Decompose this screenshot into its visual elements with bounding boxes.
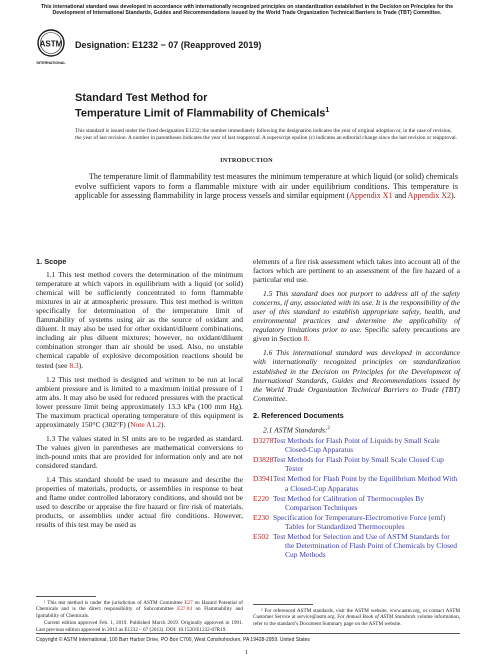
- svg-text:INTERNATIONAL: INTERNATIONAL: [36, 61, 66, 65]
- para-1-5: [253, 289, 460, 343]
- para-1-2-text: 1.2 This test method is designed and written to be run at local ambient pressure and is limited to a maximum initial pressure of 1 atm abs. It may also be used for reduced pressures with the practical lower pressure limit being approximately 13.3 kPa (100 mm Hg). The maximum practical operating temperature of this equipment is approximately 150°C (302°F) (: [36, 374, 243, 429]
- fn1-c: on Flammability and Ignitability of Chemicals.: [36, 606, 243, 619]
- copyright-footer: Copyright © ASTM International, 100 Barr Harbor Drive, PO Box C700, West Conshohocken, PA 19428-2959. United States: [36, 637, 310, 643]
- reference-title[interactable]: Test Methods for Flash Point of Liquids by Small Scale Closed-Cup Apparatus: [273, 436, 440, 455]
- para-1-3: 1.3 The values stated in SI units are to be regarded as standard. The values given in parentheses are mathematical conversions to inch-pound units that are provided for information only and are not considered standard.: [36, 433, 243, 470]
- link-e27[interactable]: E27: [184, 600, 193, 606]
- fn1-b: on Hazard Potential of Chemicals and is the direct responsibility of Subcommittee: [36, 600, 243, 613]
- fn2-italic: Annual Book of ASTM Standards: [346, 614, 416, 621]
- astm-standards-label: [253, 424, 460, 435]
- reference-item[interactable]: [253, 474, 460, 492]
- link-note-a1-2[interactable]: Note A1.2: [130, 419, 161, 429]
- reference-code[interactable]: E230: [253, 512, 269, 522]
- footnote-1-text: [36, 600, 243, 619]
- intro-end: ).: [451, 191, 456, 201]
- intro-and: and: [392, 191, 408, 201]
- para-1-5-tail: Specific safety precautions are given in Section: [253, 325, 460, 344]
- link-e27-04[interactable]: E27.04: [177, 606, 192, 613]
- scope-heading: 1. Scope: [36, 257, 67, 266]
- link-appendix-x1[interactable]: Appendix X1: [349, 191, 393, 201]
- para-1-4-continued: elements of a fire risk assessment which takes into account all of the factors which are pertinent to an assessment of the fire hazard of a particular end use.: [253, 257, 460, 285]
- fn2-a: ² For referenced ASTM standards, visit the ASTM website, www.astm.org, or contact ASTM Customer Service at service@astm.org. For: [253, 608, 460, 621]
- link-appendix-x2[interactable]: Appendix X2: [407, 191, 451, 201]
- title-line-1: Standard Test Method for: [75, 92, 208, 104]
- para-1-5-text: 1.5 This standard does not purport to address all of the safety concerns, if any, associated with its use. It is the responsibility of the user of this standard to establish appropriate safety, health, and environmental practices and determine the applicability of regulatory limitations prior to use.: [253, 289, 460, 335]
- footer-rule: [36, 633, 460, 634]
- introduction-heading: INTRODUCTION: [220, 157, 273, 164]
- introduction-text: [75, 172, 458, 201]
- reference-item[interactable]: [253, 455, 460, 473]
- issuance-note: This standard is issued under the fixed designation E1232; the number immediately following the designation indicates the year of original adoption or, in the case of revision, the year of last revision. A number in parentheses indicates the year of last reapproval. A superscript epsilon (ε) indicates an editorial change since the last revision or reapproval.: [75, 128, 458, 141]
- referenced-documents-heading: 2. Referenced Documents: [253, 410, 344, 420]
- left-column: [36, 257, 243, 534]
- title-footnote-marker: 1: [325, 106, 330, 114]
- para-1-6: 1.6 This international standard was developed in accordance with internationally recognized principles on standardization established in the Decision on Principles for the Development of International Standards, Guides and Recommendations issued by the World Trade Organization Technical Barriers to Trade (TBT) Committee.: [253, 348, 460, 403]
- reference-code[interactable]: D3941: [253, 474, 274, 484]
- reference-code[interactable]: E502: [253, 531, 269, 541]
- reference-title[interactable]: Test Method for Selection and Use of ASTM Standards for the Determination of Flash Point of Chemicals by Closed Cup Methods: [273, 531, 458, 559]
- para-1-1: [36, 270, 243, 370]
- link-section-8[interactable]: 8: [303, 334, 308, 344]
- document-title: [75, 92, 329, 120]
- title-line-2: [75, 105, 329, 120]
- fn1-a: ¹ This test method is under the jurisdiction of ASTM Committee: [44, 600, 185, 606]
- para-1-1-text: 1.1 This test method covers the determination of the minimum temperature at which vapors in equilibrium with a liquid (or solid) chemical will be sufficiently concentrated to form flammable mixtures in air at atmospheric pressure. This test method is written specifically for determination of the temperature limit of flammability of systems using air as the source of oxidant and diluent. It may also be used for other oxidant/diluent combinations, including air plus diluent mixtures; however, no oxidant/diluent combination stronger than air should be used. Also, no unstable chemical capable of explosive decomposition reactions should be tested (see: [36, 270, 243, 370]
- wto-notice: This international standard was developed in accordance with internationally recognized principles on standardization established in the Decision on Principles for the Development of International Standards, Guides and Recommendations issued by the World Trade Organization Technical Barriers to Trade (TBT) Committee.: [40, 4, 454, 17]
- para-1-1-end: ).: [78, 360, 84, 370]
- footnote-1-edition: Current edition approved Feb. 1, 2019. Published March 2019. Originally approved in 1991. Last previous edition approved in 2013 as E1232 – 07 (2013). DOI: 10.1520/E1232-07R19.: [36, 620, 243, 633]
- para-1-2: [36, 375, 243, 429]
- footnote-2-text: [253, 608, 460, 627]
- reference-title[interactable]: Test Method for Calibration of Thermocouples By Comparison Techniques: [273, 493, 424, 512]
- right-column: [253, 257, 460, 560]
- astm-standards-text: 2.1 ASTM Standards:: [263, 425, 328, 435]
- reference-code[interactable]: E220: [253, 493, 269, 503]
- reference-code[interactable]: D3828: [253, 455, 274, 465]
- para-1-4: 1.4 This standard should be used to measure and describe the properties of materials, products, or assemblies in response to heat and flame under controlled laboratory conditions, and should not be used to describe or appraise the fire hazard or fire risk of materials, products, or assemblies under actual fire conditions. However, results of this test may be used as: [36, 475, 243, 530]
- reference-title[interactable]: Test Methods for Flash Point by Small Scale Closed Cup Tester: [273, 455, 444, 474]
- reference-title[interactable]: Specification for Temperature-Electromotive Force (emf) Tables for Standardized Thermocouples: [273, 512, 446, 531]
- reference-item[interactable]: [253, 532, 460, 559]
- reference-title[interactable]: Test Method for Flash Point by the Equilibrium Method With a Closed-Cup Apparatus: [273, 474, 458, 493]
- footnote-2: [253, 604, 460, 628]
- astm-standards-sup: 2: [327, 425, 330, 431]
- link-section-8-3[interactable]: 8.3: [69, 360, 79, 370]
- designation: Designation: E1232 − 07 (Reapproved 2019): [75, 40, 262, 50]
- astm-logo: [36, 28, 66, 72]
- svg-text:ASTM: ASTM: [39, 39, 63, 49]
- reference-item[interactable]: [253, 436, 460, 454]
- title-line-2-text: Temperature Limit of Flammability of Chemicals: [75, 107, 326, 120]
- reference-item[interactable]: [253, 513, 460, 531]
- fn2-b: volume information, refer to the standard’s Document Summary page on the ASTM website.: [253, 614, 460, 627]
- reference-code[interactable]: D3278: [253, 436, 274, 446]
- footnote-1: [36, 596, 243, 635]
- footnote-rule: [253, 604, 313, 605]
- intro-text: The temperature limit of flammability test measures the minimum temperature at which liquid (or solid) chemicals evolve sufficient vapors to form a flammable mixture with air under equilibrium conditions. This temperature is applicable for assessing flammability in large process vessels and similar equipment (: [75, 172, 458, 201]
- para-1-2-end: ).: [160, 419, 166, 429]
- para-1-5-end: .: [307, 334, 310, 344]
- footnote-rule: [36, 596, 96, 597]
- reference-item[interactable]: [253, 494, 460, 512]
- page-number: 1: [244, 649, 249, 656]
